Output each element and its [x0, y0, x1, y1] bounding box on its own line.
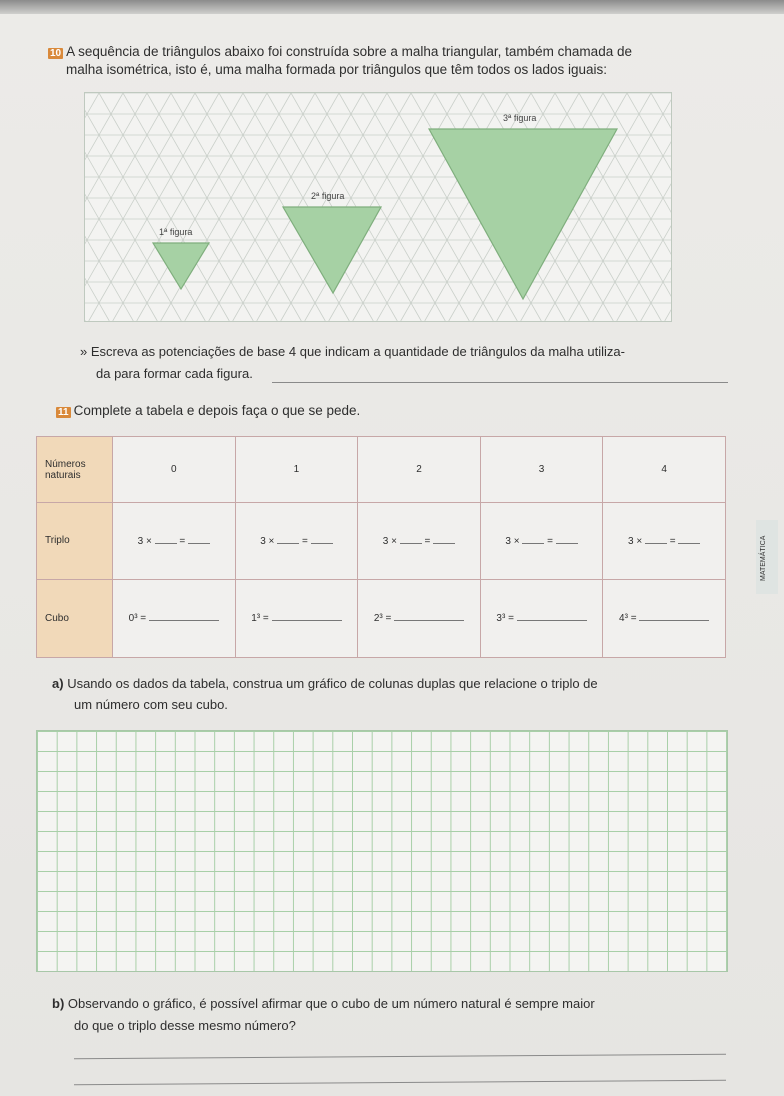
- figure-3-triangle: [429, 129, 617, 299]
- triple-cell[interactable]: 3 × =: [235, 503, 358, 579]
- question-11-line: 11 Complete a tabela e depois faça o que se pede.: [58, 403, 361, 418]
- question-11a-line-2: um número com seu cubo.: [74, 697, 228, 712]
- cube-cell[interactable]: 4³ =: [603, 579, 726, 657]
- question-10-number: 10: [50, 48, 62, 59]
- cube-cell[interactable]: 0³ =: [113, 579, 236, 657]
- table-cell: 2: [358, 437, 481, 503]
- table-cell: 0: [113, 437, 236, 503]
- row-header-numbers: Números naturais: [37, 437, 113, 503]
- triple-cell[interactable]: 3 × =: [480, 503, 603, 579]
- cube-cell[interactable]: 1³ =: [235, 579, 358, 657]
- row-header-cube: Cubo: [37, 579, 113, 657]
- question-11b-line-2: do que o triplo desse mesmo número?: [74, 1018, 296, 1033]
- subject-side-label: MATEMÁTICA: [760, 535, 767, 581]
- table-row-triple: [37, 503, 726, 579]
- question-10-prompt-line-1: » Escreva as potenciações de base 4 que indicam a quantidade de triângulos da malha utiliza-: [80, 344, 625, 359]
- triple-cell[interactable]: 3 × =: [603, 503, 726, 579]
- answer-line-q10[interactable]: [272, 382, 728, 383]
- question-10-line-1: 10 A sequência de triângulos abaixo foi construída sobre a malha triangular, também chamada de: [50, 44, 632, 59]
- powers-table: [36, 436, 726, 658]
- answer-line-b-1[interactable]: [74, 1054, 726, 1060]
- table-cell: 4: [603, 437, 726, 503]
- isometric-grid-svg: [85, 93, 671, 321]
- question-11b-line-1: b) Observando o gráfico, é possível afirmar que o cubo de um número natural é sempre maior: [52, 996, 595, 1011]
- graph-grid[interactable]: [36, 730, 728, 972]
- question-11a-line-1: a) Usando os dados da tabela, construa um gráfico de colunas duplas que relacione o triplo de: [52, 676, 598, 691]
- question-10-prompt-line-2: da para formar cada figura.: [96, 366, 253, 381]
- row-header-triple: Triplo: [37, 503, 113, 579]
- table-cell: 1: [235, 437, 358, 503]
- table-cell: 3: [480, 437, 603, 503]
- cube-cell[interactable]: 3³ =: [480, 579, 603, 657]
- table-row-cube: [37, 579, 726, 657]
- isometric-grid: [84, 92, 672, 322]
- triple-cell[interactable]: 3 × =: [113, 503, 236, 579]
- question-10-line-2: malha isométrica, isto é, uma malha formada por triângulos que têm todos os lados iguais:: [66, 62, 608, 77]
- answer-line-b-2[interactable]: [74, 1080, 726, 1086]
- figure-1-label: 1ª figura: [159, 227, 193, 237]
- cube-cell[interactable]: 2³ =: [358, 579, 481, 657]
- figure-3-label: 3ª figura: [503, 113, 537, 123]
- figure-2-label: 2ª figura: [311, 191, 345, 201]
- question-11-number: 11: [58, 407, 69, 418]
- page-top-shadow: [0, 0, 784, 14]
- triple-cell[interactable]: 3 × =: [358, 503, 481, 579]
- table-row-numbers: [37, 437, 726, 503]
